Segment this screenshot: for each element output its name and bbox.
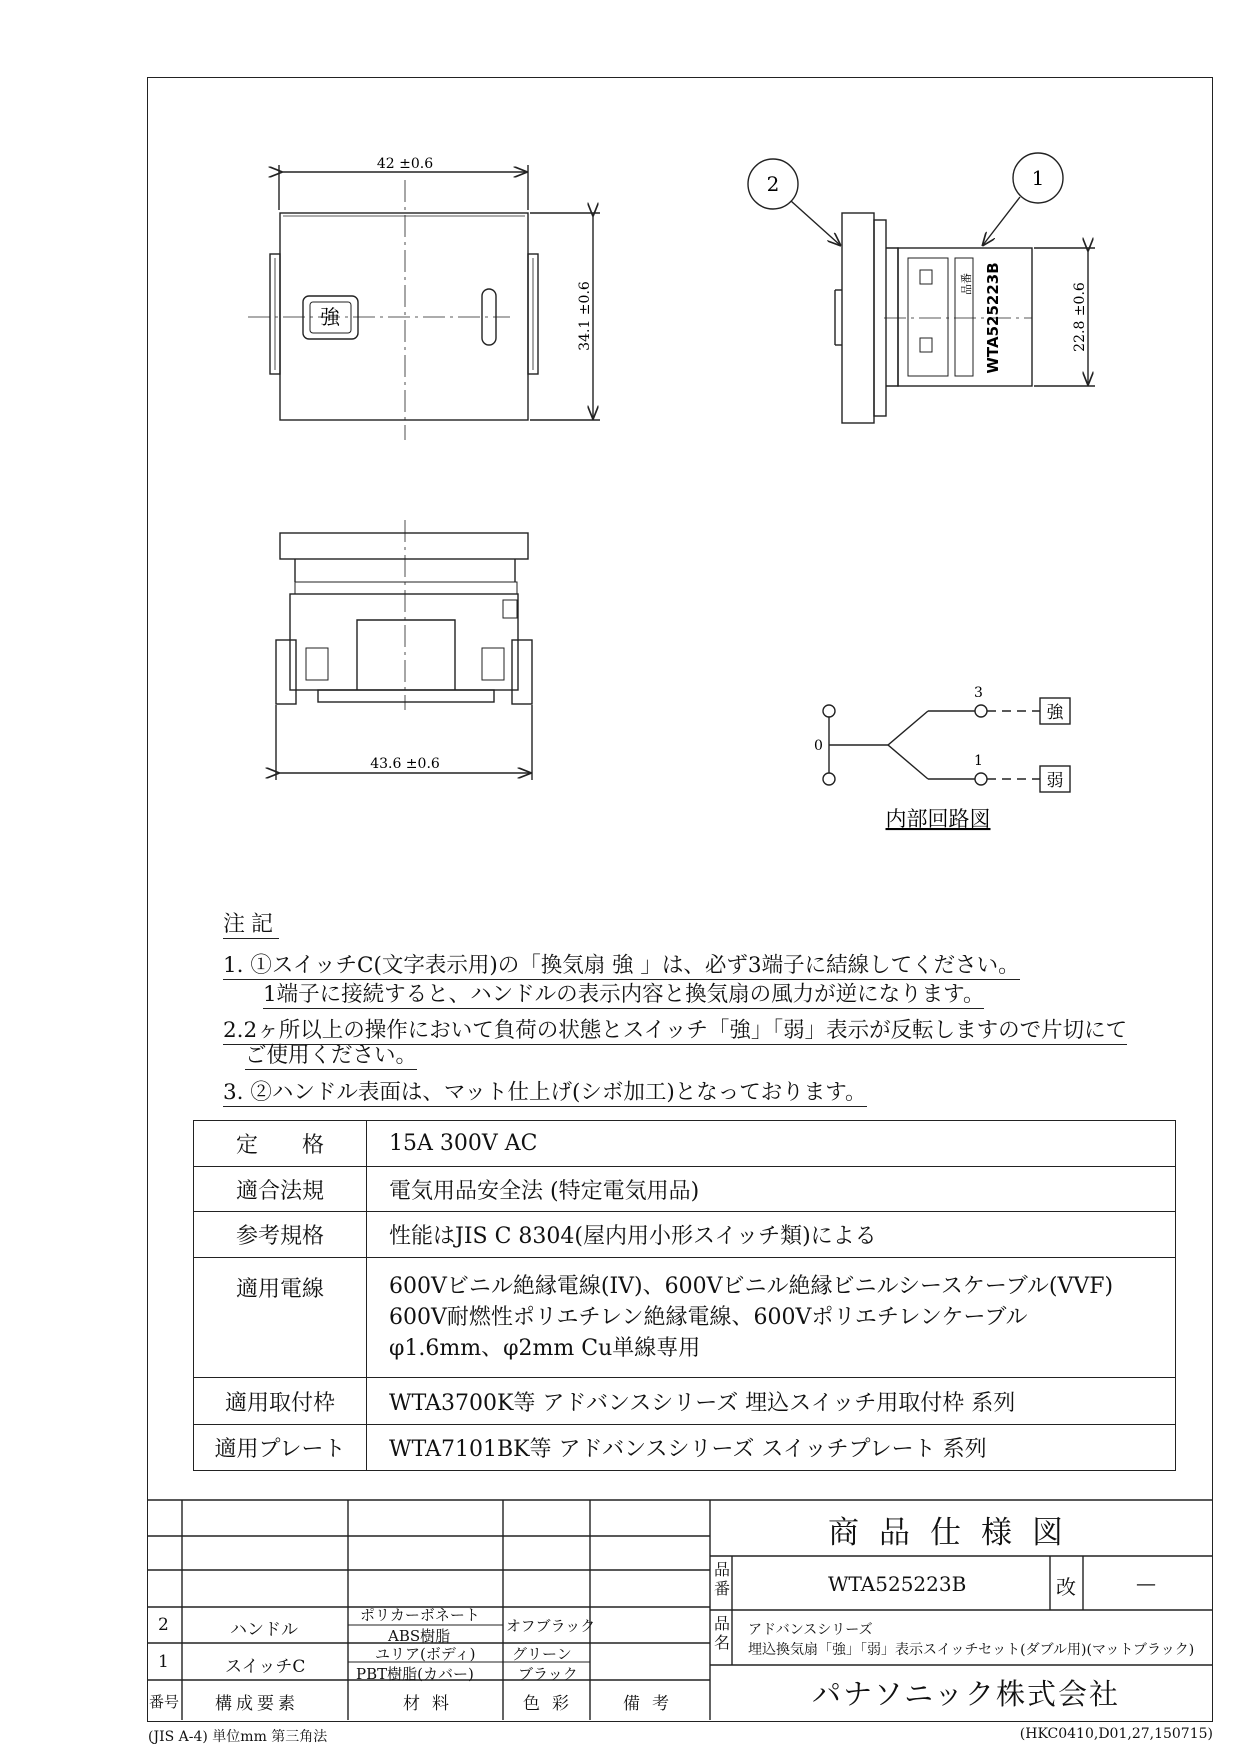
hinban-label: 品番 — [714, 1560, 731, 1598]
part-material: ポリカーボネート — [360, 1606, 480, 1624]
spec-key: 適合法規 — [194, 1167, 367, 1212]
spec-key: 定 格 — [194, 1121, 367, 1167]
spec-value-line: 600V耐燃性ポリエチレン絶縁電線、600Vポリエチレンケーブル — [389, 1305, 1028, 1330]
part-color-a: グリーン — [512, 1645, 572, 1663]
spec-value-line: φ1.6mm、φ2mm Cu単線専用 — [389, 1336, 701, 1361]
part-color-b: ブラック — [518, 1665, 578, 1683]
part-material-b: ユリア(ボディ) — [375, 1645, 476, 1663]
kai-value: — — [1136, 1571, 1156, 1595]
spec-key: 参考規格 — [194, 1212, 367, 1258]
dim-side-height: 22.8 ±0.6 — [1072, 282, 1088, 352]
part-no: 2 — [158, 1615, 169, 1635]
part-no: 1 — [158, 1652, 169, 1672]
part-component: ハンドル — [230, 1620, 298, 1640]
circuit-label-weak: 弱 — [1046, 771, 1064, 791]
spec-key: 適用電線 — [194, 1258, 367, 1378]
part-component: スイッチC — [225, 1657, 306, 1677]
part-material-a: ABS樹脂 — [388, 1627, 451, 1645]
spec-key: 適用取付枠 — [194, 1378, 367, 1425]
note-line-1b: 1端子に接続すると、ハンドルの表示内容と換気扇の風力が逆になります。 — [263, 982, 985, 1007]
spec-key: 適用プレート — [194, 1425, 367, 1471]
spec-value: WTA7101BK等 アドバンスシリーズ スイッチプレート 系列 — [367, 1425, 1176, 1471]
footer-right: (HKC0410,D01,27,150715) — [1019, 1726, 1213, 1742]
circuit-terminal-1: 1 — [974, 753, 983, 769]
hinmei-label: 品名 — [714, 1614, 731, 1652]
hinmei-series: アドバンスシリーズ — [748, 1622, 873, 1638]
note-line-2b: ご使用ください。 — [245, 1043, 418, 1068]
footer-left: (JIS A-4) 単位mm 第三角法 — [148, 1729, 328, 1745]
header-remarks: 備考 — [623, 1694, 681, 1714]
dim-front-height: 34.1 ±0.6 — [577, 281, 593, 351]
dim-front-width: 42 ±0.6 — [376, 156, 434, 172]
note-line-1: 1. ①スイッチC(文字表示用)の「換気扇 強 」は、必ず3端子に結線してください。 — [223, 953, 1020, 978]
balloon-1: 1 — [1031, 166, 1045, 190]
side-label-small: 品番 — [960, 273, 973, 295]
doc-title: 商品仕様図 — [828, 1515, 1083, 1551]
hinmei-name: 埋込換気扇「強」「弱」表示スイッチセット(ダブル用)(マットブラック) — [748, 1642, 1195, 1658]
spec-value: 性能はJIS C 8304(屋内用小形スイッチ類)による — [367, 1212, 1176, 1258]
spec-value: 電気用品安全法 (特定電気用品) — [367, 1167, 1176, 1212]
notes-title: 注記 — [223, 912, 280, 937]
balloon-2: 2 — [766, 172, 780, 196]
part-color: オフブラック — [506, 1617, 596, 1635]
header-material: 材料 — [403, 1694, 461, 1714]
dim-bottom-width: 43.6 ±0.6 — [370, 756, 440, 772]
spec-value-line: 600Vビニル絶縁電線(IV)、600Vビニル絶縁ビニルシースケーブル(VVF) — [389, 1274, 1114, 1299]
header-component: 構成要素 — [215, 1694, 299, 1714]
header-color: 色彩 — [523, 1694, 581, 1714]
note-line-3: 3. ②ハンドル表面は、マット仕上げ(シボ加工)となっております。 — [223, 1080, 867, 1105]
part-material-c: PBT樹脂(カバー) — [356, 1665, 474, 1683]
header-no: 番号 — [149, 1693, 180, 1711]
circuit-terminal-0: 0 — [814, 738, 823, 754]
spec-value: WTA3700K等 アドバンスシリーズ 埋込スイッチ用取付枠 系列 — [367, 1378, 1176, 1425]
kai-label: 改 — [1056, 1575, 1076, 1599]
note-line-2: 2.2ヶ所以上の操作において負荷の状態とスイッチ「強」「弱」表示が反転しますので片切にて — [223, 1018, 1128, 1043]
circuit-terminal-3: 3 — [974, 685, 983, 701]
circuit-caption: 内部回路図 — [885, 807, 991, 831]
company-name: パナソニック株式会社 — [812, 1677, 1120, 1711]
hinban: WTA525223B — [828, 1572, 967, 1596]
side-product-label: WTA525223B — [984, 262, 1002, 374]
button-char: 強 — [320, 305, 340, 329]
circuit-label-strong: 強 — [1046, 703, 1064, 723]
spec-value: 15A 300V AC — [367, 1121, 1176, 1167]
